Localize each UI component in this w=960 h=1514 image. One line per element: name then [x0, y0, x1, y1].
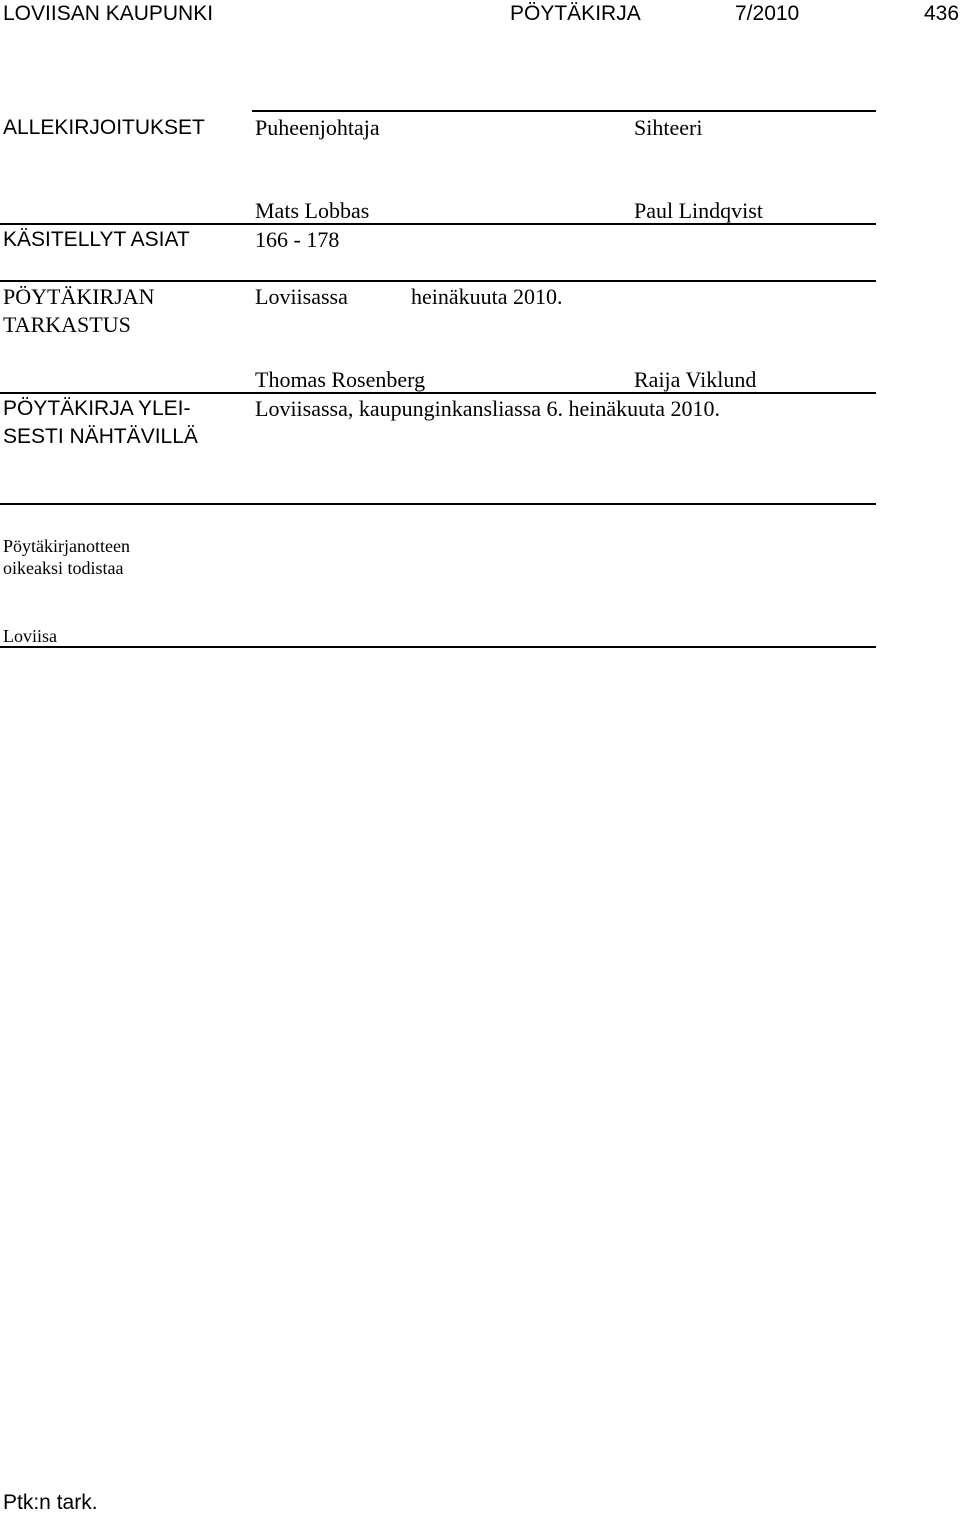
- secretary-name: Paul Lindqvist: [634, 198, 763, 223]
- signature-top-rule: [252, 110, 876, 112]
- minutes-check-label-1: PÖYTÄKIRJAN: [3, 284, 155, 309]
- checkers-rule: [0, 392, 876, 394]
- handled-items-label: KÄSITELLYT ASIAT: [3, 228, 190, 251]
- minutes-check-rule: [0, 280, 876, 282]
- public-display-label-2: SESTI NÄHTÄVILLÄ: [3, 425, 198, 448]
- secretary-role: Sihteeri: [634, 115, 703, 140]
- minutes-check-date: heinäkuuta 2010.: [411, 284, 563, 309]
- page-number: 436: [924, 2, 960, 25]
- document-type: PÖYTÄKIRJA: [510, 2, 641, 25]
- signature-bottom-rule: [0, 223, 876, 225]
- chair-role: Puheenjohtaja: [255, 115, 380, 140]
- org-name: LOVIISAN KAUPUNKI: [3, 2, 214, 25]
- certification-signature-rule: [0, 646, 876, 648]
- signatures-label: ALLEKIRJOITUKSET: [3, 116, 205, 139]
- chair-name: Mats Lobbas: [255, 198, 370, 223]
- footer-check-label: Ptk:n tark.: [3, 1491, 98, 1514]
- certification-place: Loviisa: [3, 626, 57, 646]
- issue-number: 7/2010: [735, 2, 800, 25]
- minutes-check-place: Loviisassa: [255, 284, 348, 309]
- checker-1-name: Thomas Rosenberg: [255, 367, 426, 392]
- certification-line-2: oikeaksi todistaa: [3, 558, 124, 578]
- minutes-check-label-2: TARKASTUS: [3, 312, 131, 337]
- public-display-label-1: PÖYTÄKIRJA YLEI-: [3, 397, 191, 420]
- handled-items-value: 166 - 178: [255, 227, 340, 252]
- certification-line-1: Pöytäkirjanotteen: [3, 536, 130, 556]
- checker-2-name: Raija Viklund: [634, 367, 757, 392]
- public-display-value: Loviisassa, kaupunginkansliassa 6. heinäkuuta 2010.: [255, 396, 720, 421]
- certification-rule: [0, 503, 876, 505]
